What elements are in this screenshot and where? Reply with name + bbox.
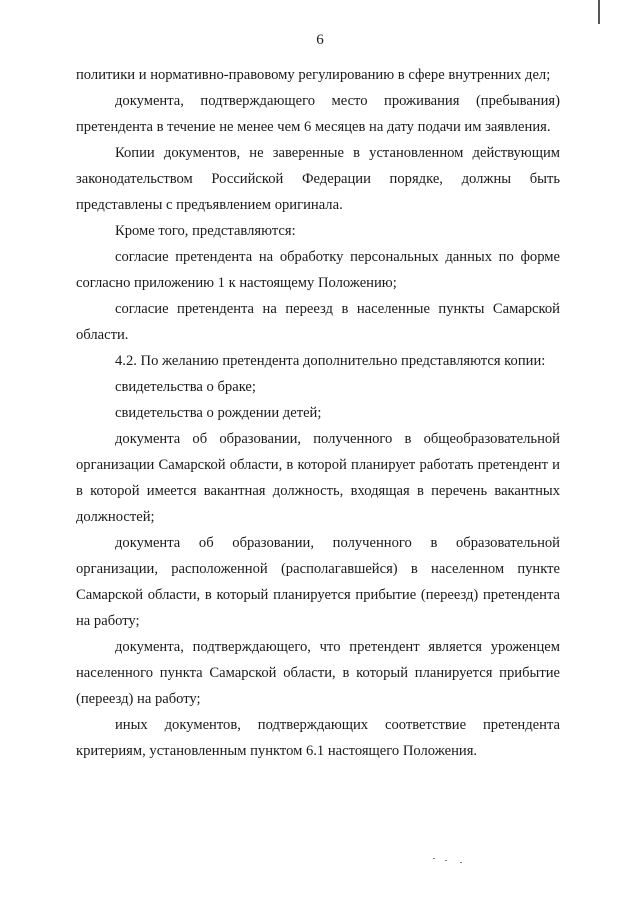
paragraph: 4.2. По желанию претендента дополнительно представляются копии: [115,353,546,369]
paragraph: документа об образовании, полученного в образовательной организации, расположенной (располагавшейся) в населенном пункте Самарской области, в который планируется прибытие (переезд) претендента на работу; [76,535,560,629]
paragraph: Кроме того, представляются: [115,223,296,239]
paragraph: согласие претендента на обработку персональных данных по форме согласно приложению 1 к настоящему Положению; [76,249,560,291]
scan-speck [445,860,447,861]
paragraph: свидетельства о браке; [115,379,256,395]
paragraph: согласие претендента на переезд в населенные пункты Самарской области. [76,301,560,343]
document-body [76,62,560,764]
paragraph: свидетельства о рождении детей; [115,405,322,421]
paragraph: политики и нормативно-правовому регулированию в сфере внутренних дел; [76,67,551,83]
paragraph: документа, подтверждающего, что претендент является уроженцем населенного пункта Самарской области, в который планируется прибытие (переезд) на работу; [76,639,560,707]
paragraph: Копии документов, не заверенные в установленном действующим законодательством Российской Федерации порядке, должны быть представлены с предъявлением оригинала. [76,145,560,213]
paragraph: иных документов, подтверждающих соответствие претендента критериям, установленным пунктом 6.1 настоящего Положения. [76,717,560,759]
scan-speck [433,858,435,859]
scan-speck [460,862,462,863]
paragraph: документа об образовании, полученного в общеобразовательной организации Самарской области, в которой планирует работать претендент и в которой имеется вакантная должность, входящая в перечень вакантных должностей; [76,431,560,525]
page-number: 6 [316,32,324,48]
paragraph: документа, подтверждающего место проживания (пребывания) претендента в течение не менее чем 6 месяцев на дату подачи им заявления. [76,93,560,135]
scan-edge-mark [598,0,600,24]
